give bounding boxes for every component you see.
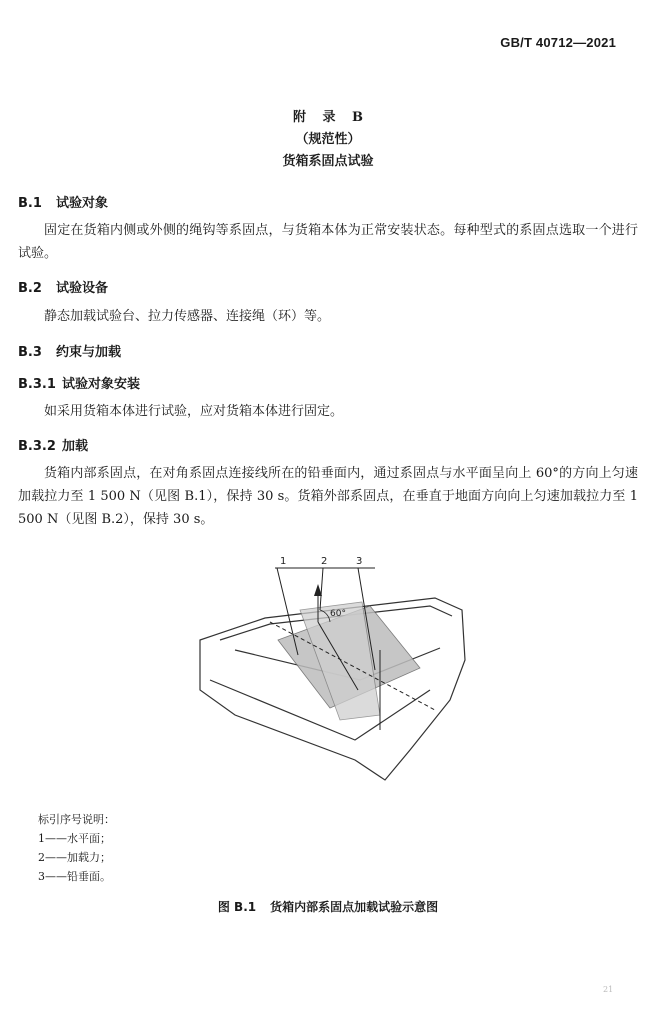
callout-label-3: 3 xyxy=(356,556,363,567)
section-number: B.3 xyxy=(18,345,42,360)
section-title: 试验对象 xyxy=(56,196,109,211)
figure-title: 货箱内部系固点加载试验示意图 xyxy=(270,900,439,914)
section-b2-text: 静态加载试验台、拉力传感器、连接绳（环）等。 xyxy=(44,309,331,324)
legend-item: 2——加载力； xyxy=(38,851,111,864)
appendix-label: 附 录 B xyxy=(292,110,364,125)
section-number: B.1 xyxy=(18,196,42,211)
section-title: 试验设备 xyxy=(56,281,109,296)
cargo-box-figure xyxy=(180,540,480,800)
angle-label: 60° xyxy=(330,609,346,619)
legend xyxy=(38,810,115,886)
section-b3-heading xyxy=(18,341,121,360)
callout-label-1: 1 xyxy=(280,556,287,567)
callout-line-2 xyxy=(320,568,323,610)
legend-title: 标引序号说明： xyxy=(38,813,115,826)
section-number: B.2 xyxy=(18,281,42,296)
section-b31-heading xyxy=(18,373,140,392)
section-b32-text: 货箱内部系固点，在对角系固点连接线所在的铅垂面内，通过系固点与水平面呈向上 60°的方向上匀速加载拉力至 1 500 N（见图 B.1），保持 30 s。货箱外部系固点，在垂直于地面方向向上匀速加载拉力至 1 500 N（见图 B.2），保持 30 s。 xyxy=(18,466,638,527)
appendix-type: （规范性） xyxy=(295,132,361,147)
section-title: 约束与加载 xyxy=(56,345,122,360)
section-number: B.3.2 xyxy=(18,439,56,454)
force-arrowhead xyxy=(314,584,322,596)
legend-item: 1——水平面； xyxy=(38,832,111,845)
page-mark: 21 xyxy=(603,985,614,994)
section-b31-text: 如采用货箱本体进行试验，应对货箱本体进行固定。 xyxy=(44,404,344,419)
section-title: 试验对象安装 xyxy=(62,377,141,392)
figure-caption xyxy=(0,898,656,915)
section-b1-heading xyxy=(18,192,108,211)
legend-item: 3——铅垂面。 xyxy=(38,870,111,883)
section-b1-text: 固定在货箱内侧或外侧的绳钩等系固点，与货箱本体为正常安装状态。每种型式的系固点选取一个进行试验。 xyxy=(18,223,638,261)
standard-number: GB/T 40712—2021 xyxy=(500,35,616,50)
section-number: B.3.1 xyxy=(18,377,56,392)
callout-label-2: 2 xyxy=(321,556,328,567)
figure-number: 图 B.1 xyxy=(217,900,257,914)
section-b2-heading xyxy=(18,277,108,296)
section-title: 加载 xyxy=(62,439,89,454)
appendix-title: 货箱系固点试验 xyxy=(282,154,374,169)
section-b32-heading xyxy=(18,435,88,454)
